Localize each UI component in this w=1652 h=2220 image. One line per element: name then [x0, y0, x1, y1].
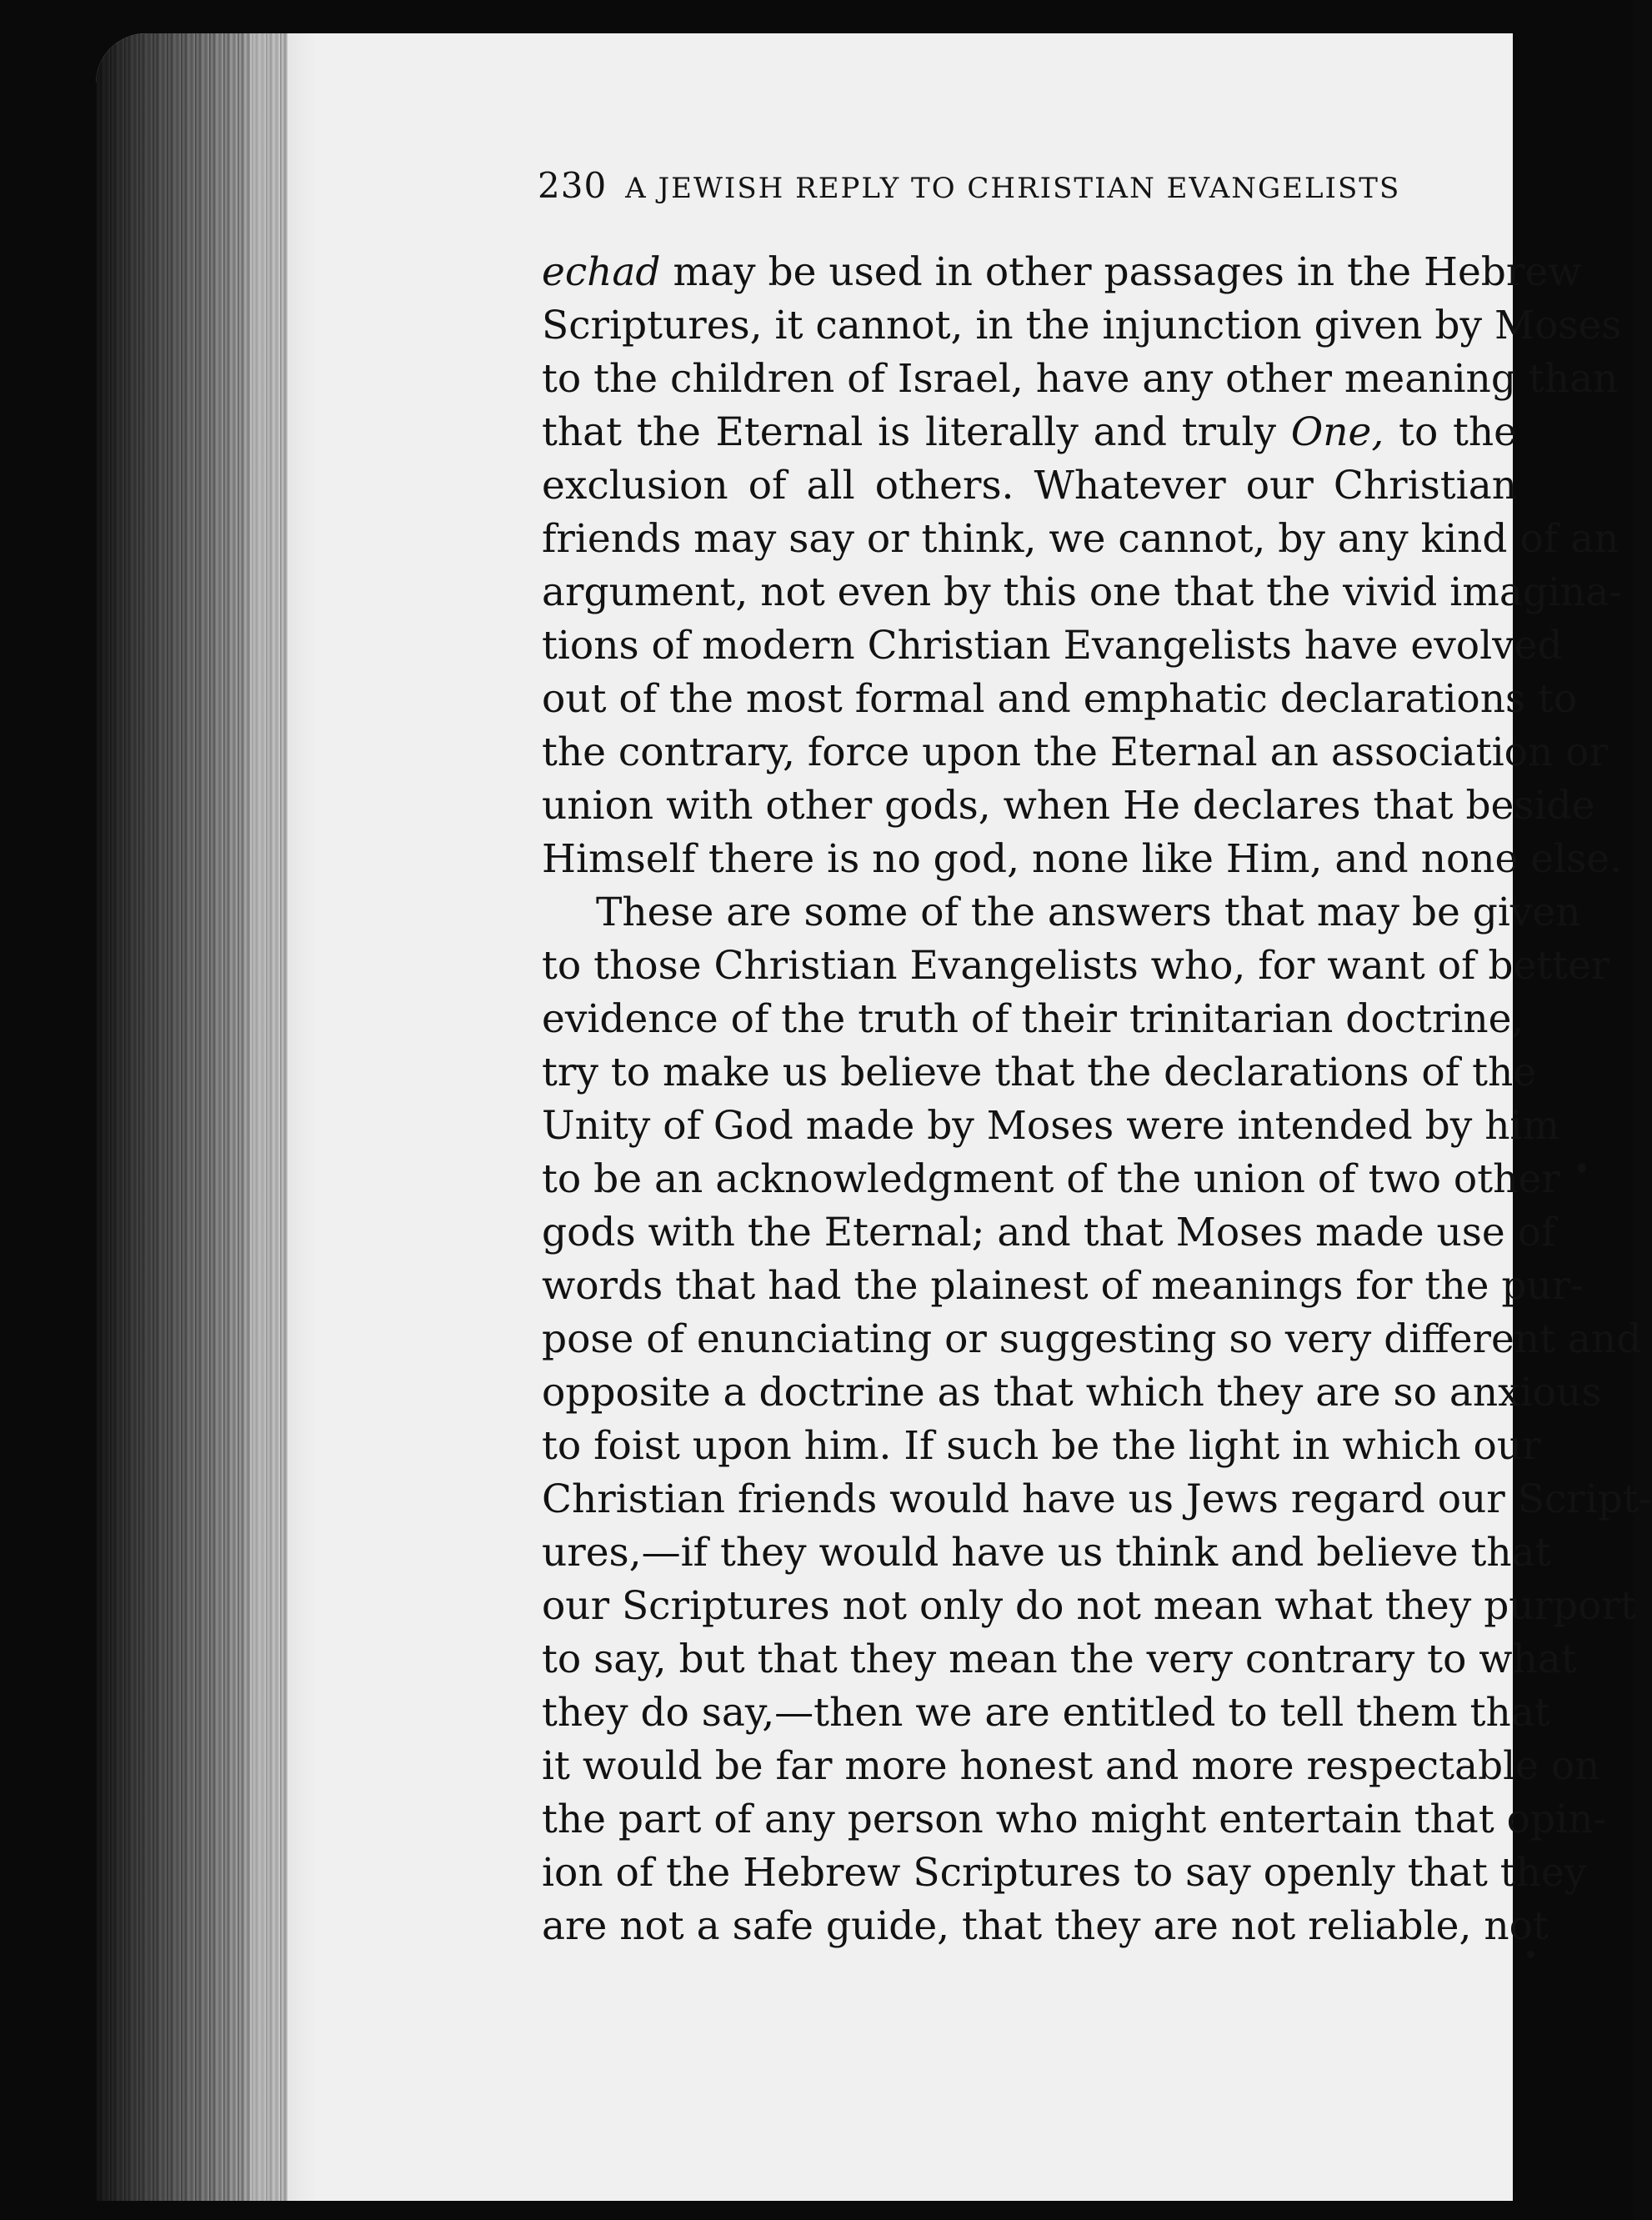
- line-text: opposite a doctrine as that which they are so anxious: [542, 1370, 1602, 1416]
- line-text: to be an acknowledgment of the union of two other: [542, 1156, 1560, 1202]
- text-line: [542, 299, 1622, 353]
- page-number: 230: [538, 165, 608, 206]
- text-line: [542, 1153, 1560, 1206]
- line-text: Unity of God made by Moses were intended by him: [542, 1103, 1560, 1149]
- line-text: Himself there is no god, none like Him, and none else.: [542, 836, 1623, 882]
- text-line: [542, 779, 1595, 833]
- line-text: the contrary, force upon the Eternal an association or: [542, 729, 1608, 775]
- text-line: [542, 726, 1608, 779]
- text-line: [542, 619, 1563, 673]
- line-text: These are some of the answers that may be given: [596, 890, 1581, 935]
- text-line: [542, 1260, 1584, 1313]
- text-line: [542, 1580, 1636, 1633]
- text-line: [542, 513, 1619, 566]
- gutter-fade: [250, 33, 317, 2201]
- text-line: [542, 459, 1517, 513]
- text-line: [542, 1473, 1652, 1526]
- line-text: to foist upon him. If such be the light in which our: [542, 1423, 1541, 1469]
- text-line: [542, 993, 1524, 1046]
- text-line: [542, 1740, 1600, 1793]
- line-text: may be used in other passages in the Hebrew: [660, 249, 1582, 295]
- line-text: to the children of Israel, have any other meaning than: [542, 356, 1619, 402]
- line-text: to the: [1384, 409, 1517, 455]
- text-line: [542, 1847, 1587, 1900]
- line-text: try to make us believe that the declarations of the: [542, 1050, 1537, 1095]
- line-text: exclusion of all others. Whatever our Christian: [542, 463, 1517, 509]
- body-text: [542, 246, 1652, 1953]
- line-text: tions of modern Christian Evangelists have evolved: [542, 623, 1563, 669]
- text-line: [542, 353, 1619, 406]
- line-text: Christian friends would have us Jews regard our Script-: [542, 1476, 1652, 1522]
- text-line: [542, 673, 1578, 726]
- line-text: Scriptures, it cannot, in the injunction given by Moses: [542, 303, 1622, 348]
- text-line: [542, 1900, 1549, 1953]
- line-text: out of the most formal and emphatic declarations to: [542, 676, 1578, 722]
- text-line: [542, 1206, 1556, 1260]
- text-line: [542, 1046, 1537, 1100]
- speck-mark: [1527, 1951, 1534, 1958]
- text-line: [542, 940, 1610, 993]
- line-text: to say, but that they mean the very contrary to what: [542, 1636, 1577, 1682]
- line-text: that the Eternal is literally and truly: [542, 409, 1291, 455]
- text-line: [542, 1366, 1602, 1420]
- text-line: [542, 1100, 1560, 1153]
- text-line: [542, 246, 1582, 299]
- line-text: ures,—if they would have us think and believe that: [542, 1530, 1551, 1576]
- italic-word: echad: [542, 249, 661, 295]
- line-text: evidence of the truth of their trinitarian doctrine,: [542, 996, 1524, 1042]
- speck-mark: [1578, 1163, 1586, 1173]
- running-header: [538, 165, 1471, 206]
- text-line: [542, 886, 1581, 940]
- line-text: the part of any person who might entertain that opin-: [542, 1797, 1607, 1842]
- line-text: our Scriptures not only do not mean what they purport: [542, 1583, 1636, 1629]
- text-line: [542, 406, 1517, 459]
- line-text: to those Christian Evangelists who, for want of better: [542, 943, 1610, 989]
- text-line: [542, 1686, 1550, 1740]
- line-text: union with other gods, when He declares that beside: [542, 783, 1595, 829]
- text-line: [542, 566, 1623, 619]
- text-line: [542, 1420, 1541, 1473]
- line-text: pose of enunciating or suggesting so very different and: [542, 1316, 1642, 1362]
- text-line: [542, 833, 1623, 886]
- text-line: [542, 1313, 1642, 1366]
- line-text: argument, not even by this one that the vivid imagina-: [542, 569, 1623, 615]
- line-text: ion of the Hebrew Scriptures to say openly that they: [542, 1850, 1587, 1896]
- text-line: [542, 1633, 1577, 1686]
- line-text: gods with the Eternal; and that Moses made use of: [542, 1210, 1556, 1255]
- text-line: [542, 1526, 1551, 1580]
- line-text: are not a safe guide, that they are not reliable, not: [542, 1903, 1549, 1949]
- running-head-title: A JEWISH REPLY TO CHRISTIAN EVANGELISTS: [625, 172, 1401, 205]
- line-text: words that had the plainest of meanings for the pur-: [542, 1263, 1584, 1309]
- line-text: it would be far more honest and more respectable on: [542, 1743, 1600, 1789]
- text-line: [542, 1793, 1607, 1847]
- line-text: friends may say or think, we cannot, by any kind of an: [542, 516, 1619, 562]
- line-text: they do say,—then we are entitled to tell them that: [542, 1690, 1550, 1736]
- italic-word: One,: [1290, 409, 1384, 455]
